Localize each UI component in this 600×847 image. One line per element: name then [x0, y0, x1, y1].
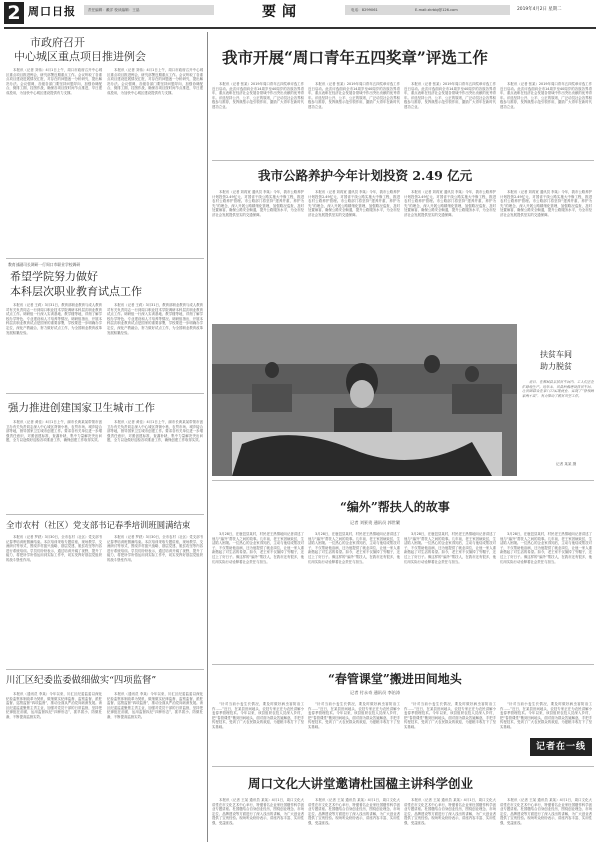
- divider-left-3: [6, 514, 204, 515]
- a10-body-text: 本报讯（记者 王某 通讯员 某某）4月1日，周口文化大讲堂在市文化艺术中心举行，特邀著名企业家杜国楹作科学创业专题讲座。杜国楹结合自身创业经历，围绕创业理念、市场定位、品牌建设等方面进行了深入浅出的讲解，为广大创业者提供了宝贵经验。现场听众纷纷表示，讲座内容丰富、实用性强，受益匪浅。: [212, 798, 304, 825]
- a9-body-text-c2: “针对当前小麦生长情况，要及时做好病虫害防治工作……”近日，在某县田间地头，农技专家正在为农民讲解小麦春季管理技术。今年以来，该县组织农技人员深入乡村，把“春管课堂”搬到田间地头，面对面为群众答疑解惑，手把手传授技术，受到了广大农民群众的欢迎，为夏粮丰收打下了坚实基础。: [308, 702, 400, 729]
- a6-body-text-c2: 本报讯（记者 张某）2019年周口青年五四奖章评选工作近日启动。此次评选面向全市14周岁至40周岁的各族各界青年，重点表彰在经济社会发展各领域中作出突出贡献的优秀青年。评选坚持公开、公平、公正的原则，广泛动员社会各界积极参与推荐，发挥典型示范引领作用，激励广大青年在新时代建功立业。: [308, 82, 400, 109]
- a2-body-col2: [107, 303, 203, 391]
- masthead-rule: [4, 27, 596, 29]
- reporter-frontline-label: 记者在一线: [535, 742, 586, 752]
- email: E-mail:zkrbbj@126.com: [415, 8, 458, 12]
- a1-body-text-cont: 本报讯（记者 刘伟）4月1日上午，周口市政府召开中心城区重点项目推进例会，研究部署近期重点工作。会议听取了各重点项目建设进展情况汇报，对存在的问题逐一分析研究，提出解决办法。会议强调，各级各部门要坚持问题导向，加强协调配合，倒排工期，挂图作战，确保各项目按时间节点推进，早日建成投用，为加快中心城区建设提供有力支撑。: [107, 68, 203, 95]
- a8-body: [212, 532, 304, 662]
- a7-title: 我市公路养护今年计划投资 2.49 亿元: [258, 168, 473, 183]
- a9-body-text-c3: “针对当前小麦生长情况，要及时做好病虫害防治工作……”近日，在某县田间地头，农技专家正在为农民讲解小麦春季管理技术。今年以来，该县组织农技人员深入乡村，把“春管课堂”搬到田间地头，面对面为群众答疑解惑，手把手传授技术，受到了广大农民群众的欢迎，为夏粮丰收打下了坚实基础。: [404, 702, 496, 729]
- a1-body: [6, 68, 102, 256]
- a10-body-text-c4: 本报讯（记者 王某 通讯员 某某）4月1日，周口文化大讲堂在市文化艺术中心举行，特邀著名企业家杜国楹作科学创业专题讲座。杜国楹结合自身创业经历，围绕创业理念、市场定位、品牌建设等方面进行了深入浅出的讲解，为广大创业者提供了宝贵经验。现场听众纷纷表示，讲座内容丰富、实用性强，受益匪浅。: [500, 798, 592, 825]
- a4-body-col2: [107, 535, 203, 667]
- divider-right-4: [212, 766, 594, 767]
- divider-left-4: [6, 669, 204, 670]
- photo-credit: 记者 某某 摄: [556, 462, 577, 466]
- photo-caption-text: 近日，在郸城县某扶贫车间内，工人们正在忙碌地生产。近年来，该县积极建设扶贫车间，让贫困群众在家门口实现就业，实现了“挣钱顾家两不误”，有力推动了脱贫攻坚工作。: [522, 380, 594, 398]
- photo-caption-title2: 助力脱贫: [540, 362, 572, 371]
- a1-body-text: 本报讯（记者 刘伟）4月1日上午，周口市政府召开中心城区重点项目推进例会，研究部署近期重点工作。会议听取了各重点项目建设进展情况汇报，对存在的问题逐一分析研究，提出解决办法。会议强调，各级各部门要坚持问题导向，加强协调配合，倒排工期，挂图作战，确保各项目按时间节点推进，早日建成投用，为加快中心城区建设提供有力支撑。: [6, 68, 102, 95]
- a1-title-line2: 中心城区重点项目推进例会: [14, 50, 146, 63]
- a10-body-col2: [308, 798, 400, 842]
- divider-left-2: [6, 393, 204, 394]
- a6-body: [212, 82, 304, 158]
- a7-body-col4: [500, 190, 592, 320]
- a10-body: [212, 798, 304, 842]
- a9-body-col3: [404, 702, 496, 764]
- a7-body-col2: [308, 190, 400, 320]
- a3-body-text-cont: 本报讯（记者 黄佳）4月1日上午，副市长黄某某带领市创卫办有关负责同志深入中心城区背街小巷、农贸市场、城乡接合部等地，督导国家卫生城市创建工作。要求各有关单位进一步增强责任意识，对照创建标准，查漏补缺，集中力量解决突出问题，全力以赴做好迎检各项准备工作，确保创建工作取得实效。: [107, 420, 203, 443]
- a10-title: 周口文化大讲堂邀请杜国楹主讲科学创业: [248, 776, 474, 791]
- a4-body-text: 本报讯（记者 罗跃）3月30日，全市农村（社区）党支部书记春季培训班圆满结束。本次培训采取专题讲座、现场教学、交流研讨等形式，围绕乡村振兴战略、基层党建、脱贫攻坚等内容进行系统培训。学员们纷纷表示，通过培训开阔了视野，提升了能力，将把所学所悟运用到实际工作中，切实发挥好基层党组织的战斗堡垒作用。: [6, 535, 102, 562]
- a8-body-col4: [500, 532, 592, 662]
- a4-title: 全市农村（社区）党支部书记春季培训班圆满结束: [6, 520, 191, 530]
- a9-body-text: “针对当前小麦生长情况，要及时做好病虫害防治工作……”近日，在某县田间地头，农技专家正在为农民讲解小麦春季管理技术。今年以来，该县组织农技人员深入乡村，把“春管课堂”搬到田间地头，面对面为群众答疑解惑，手把手传授技术，受到了广大农民群众的欢迎，为夏粮丰收打下了坚实基础。: [212, 702, 304, 729]
- a10-body-text-c2: 本报讯（记者 王某 通讯员 某某）4月1日，周口文化大讲堂在市文化艺术中心举行，特邀著名企业家杜国楹作科学创业专题讲座。杜国楹结合自身创业经历，围绕创业理念、市场定位、品牌建设等方面进行了深入浅出的讲解，为广大创业者提供了宝贵经验。现场听众纷纷表示，讲座内容丰富、实用性强，受益匪浅。: [308, 798, 400, 825]
- a4-body: [6, 535, 102, 667]
- a8-byline: 记者 刘景贵 通讯员 郭世繁: [350, 520, 401, 525]
- a8-body-text: 3月28日，在鹿邑县某村，村民老王热情地向记者讲述了他与“编外”帮扶人之间的故事。几年前，老王家因病致贫，生活陷入困境。一位热心的企业家得知后，主动与他结成帮扶对子，不仅帮助他治病，还为他提供了就业岗位，让他一家人重新燃起了对生活的希望。如今，老王家不仅摘掉了穷帽子，还过上了好日子。像这样的“编外”帮扶人，在我市还有很多，他们用实际行动诠释着社会责任与担当。: [212, 532, 304, 564]
- divider-left-1: [6, 258, 204, 259]
- issue-date: 2019年4月2日 星期二: [517, 7, 562, 12]
- page-number: 2: [4, 2, 24, 24]
- a9-title: “春管课堂”搬进田间地头: [328, 672, 462, 686]
- masthead: [0, 0, 600, 26]
- column-divider-main: [207, 32, 208, 842]
- a10-body-col3: [404, 798, 496, 842]
- a6-body-col2: [308, 82, 400, 158]
- workshop-photo: [212, 324, 517, 476]
- workshop-photo-image: [212, 324, 517, 476]
- a3-body-text: 本报讯（记者 黄佳）4月1日上午，副市长黄某某带领市创卫办有关负责同志深入中心城区背街小巷、农贸市场、城乡接合部等地，督导国家卫生城市创建工作。要求各有关单位进一步增强责任意识，对照创建标准，查漏补缺，集中力量解决突出问题，全力以赴做好迎检各项准备工作，确保创建工作取得实效。: [6, 420, 102, 443]
- a9-body-col4: [500, 702, 592, 732]
- a8-body-col2: [308, 532, 400, 662]
- a7-body-text-c2: 本报讯（记者 刘再宽 通讯员 李某）今年，我市公路养护计划投资2.49亿元，对国省干线公路实施大中修工程，推进农村公路养护管理。市公路部门将坚持“建养并重、养护为先”的理念，深入开展公路精细化管理，加强路况巡查，及时处置病害，确保公路安全畅通，提升公路服务水平，为全市经济社会发展提供坚实的交通保障。: [308, 190, 400, 217]
- a6-body-text-c4: 本报讯（记者 张某）2019年周口青年五四奖章评选工作近日启动。此次评选面向全市14周岁至40周岁的各族各界青年，重点表彰在经济社会发展各领域中作出突出贡献的优秀青年。评选坚持公开、公平、公正的原则，广泛动员社会各界积极参与推荐，发挥典型示范引领作用，激励广大青年在新时代建功立业。: [500, 82, 592, 109]
- a5-body-col2: [107, 692, 203, 842]
- a7-body: [212, 190, 304, 320]
- a5-body-text-cont: 本报讯（通讯员 李某）今年以来，川汇区纪委监委以深化纪检监察体制改革为契机，做细做实纪律监督、监察监督、派驻监督、巡察监督“四项监督”，推动全面从严治党向纵深发展。该区纪委监委聚焦主责主业，加强对党员干部的日常监督，坚持把纪律挺在前面，运用监督执纪“四种形态”，抓早抓小、防微杜渐，不断提高监督实效。: [107, 692, 203, 719]
- a9-body: [212, 702, 304, 764]
- a6-body-text-c3: 本报讯（记者 张某）2019年周口青年五四奖章评选工作近日启动。此次评选面向全市14周岁至40周岁的各族各界青年，重点表彰在经济社会发展各领域中作出突出贡献的优秀青年。评选坚持公开、公平、公正的原则，广泛动员社会各界积极参与推荐，发挥典型示范引领作用，激励广大青年在新时代建功立业。: [404, 82, 496, 109]
- a7-body-text-c4: 本报讯（记者 刘再宽 通讯员 李某）今年，我市公路养护计划投资2.49亿元，对国省干线公路实施大中修工程，推进农村公路养护管理。市公路部门将坚持“建养并重、养护为先”的理念，深入开展公路精细化管理，加强路况巡查，及时处置病害，确保公路安全畅通，提升公路服务水平，为全市经济社会发展提供坚实的交通保障。: [500, 190, 592, 217]
- editor-credits: 责任编辑：戴洋 校读编辑：王晶: [88, 8, 140, 12]
- a9-body-text-c4: “针对当前小麦生长情况，要及时做好病虫害防治工作……”近日，在某县田间地头，农技专家正在为农民讲解小麦春季管理技术。今年以来，该县组织农技人员深入乡村，把“春管课堂”搬到田间地头，面对面为群众答疑解惑，手把手传授技术，受到了广大农民群众的欢迎，为夏粮丰收打下了坚实基础。: [500, 702, 592, 729]
- a3-body-col2: [107, 420, 203, 512]
- a8-body-col3: [404, 532, 496, 662]
- paper-name-logo: 周口日报: [28, 5, 76, 18]
- a6-body-text: 本报讯（记者 张某）2019年周口青年五四奖章评选工作近日启动。此次评选面向全市14周岁至40周岁的各族各界青年，重点表彰在经济社会发展各领域中作出突出贡献的优秀青年。评选坚持公开、公平、公正的原则，广泛动员社会各界积极参与推荐，发挥典型示范引领作用，激励广大青年在新时代建功立业。: [212, 82, 304, 109]
- a3-body: [6, 420, 102, 512]
- header-right-strip: [345, 5, 510, 15]
- a9-body-col2: [308, 702, 400, 764]
- a7-body-text-c3: 本报讯（记者 刘再宽 通讯员 李某）今年，我市公路养护计划投资2.49亿元，对国省干线公路实施大中修工程，推进农村公路养护管理。市公路部门将坚持“建养并重、养护为先”的理念，深入开展公路精细化管理，加强路况巡查，及时处置病害，确保公路安全畅通，提升公路服务水平，为全市经济社会发展提供坚实的交通保障。: [404, 190, 496, 217]
- a5-title: 川汇区纪委监委做细做实“四项监督”: [6, 675, 157, 686]
- a2-body: [6, 303, 102, 391]
- divider-right-2: [212, 480, 594, 481]
- phone: 电话：8299061: [351, 8, 378, 12]
- a6-title: 我市开展“周口青年五四奖章”评选工作: [222, 48, 488, 67]
- a10-body-col4: [500, 798, 592, 842]
- photo-caption-body: [522, 380, 594, 458]
- a5-body: [6, 692, 102, 842]
- reporter-frontline-box: [530, 738, 592, 756]
- a6-body-col4: [500, 82, 592, 158]
- a2-body-text: 本报讯（记者 王莉）3月31日，教育部职业教育与成人教育司有关负责同志一行到周口职业技术学院调研本科层次职业教育试点工作。调研组一行深入实训基地、教学楼等地，详细了解学校办学特色、专业建设和人才培养等情况。调研组指出，开展本科层次职业教育试点是国家的重要部署，学校要进一步明确办学定位，深化产教融合，努力做好试点工作，为全国职业教育改革发展积累经验。: [6, 303, 102, 335]
- a2-kicker: 教育部副司长调研一行周口市职业学校调研: [8, 262, 81, 267]
- a6-body-col3: [404, 82, 496, 158]
- a8-title: “编外”帮扶人的故事: [340, 500, 450, 514]
- a2-title-line2: 本科层次职业教育试点工作: [10, 285, 142, 298]
- photo-caption-title: 扶贫车间: [540, 350, 572, 359]
- a1-body-col2: [107, 68, 203, 256]
- divider-right-1: [212, 160, 594, 161]
- a2-body-text-cont: 本报讯（记者 王莉）3月31日，教育部职业教育与成人教育司有关负责同志一行到周口职业技术学院调研本科层次职业教育试点工作。调研组一行深入实训基地、教学楼等地，详细了解学校办学特色、专业建设和人才培养等情况。调研组指出，开展本科层次职业教育试点是国家的重要部署，学校要进一步明确办学定位，深化产教融合，努力做好试点工作，为全国职业教育改革发展积累经验。: [107, 303, 203, 335]
- a4-body-text-cont: 本报讯（记者 罗跃）3月30日，全市农村（社区）党支部书记春季培训班圆满结束。本次培训采取专题讲座、现场教学、交流研讨等形式，围绕乡村振兴战略、基层党建、脱贫攻坚等内容进行系统培训。学员们纷纷表示，通过培训开阔了视野，提升了能力，将把所学所悟运用到实际工作中，切实发挥好基层党组织的战斗堡垒作用。: [107, 535, 203, 562]
- a2-title-line1: 希望学院努力做好: [10, 270, 98, 283]
- a8-body-text-c2: 3月28日，在鹿邑县某村，村民老王热情地向记者讲述了他与“编外”帮扶人之间的故事。几年前，老王家因病致贫，生活陷入困境。一位热心的企业家得知后，主动与他结成帮扶对子，不仅帮助他治病，还为他提供了就业岗位，让他一家人重新燃起了对生活的希望。如今，老王家不仅摘掉了穷帽子，还过上了好日子。像这样的“编外”帮扶人，在我市还有很多，他们用实际行动诠释着社会责任与担当。: [308, 532, 400, 564]
- a1-title-line1: 市政府召开: [30, 36, 85, 49]
- a7-body-text: 本报讯（记者 刘再宽 通讯员 李某）今年，我市公路养护计划投资2.49亿元，对国省干线公路实施大中修工程，推进农村公路养护管理。市公路部门将坚持“建养并重、养护为先”的理念，深入开展公路精细化管理，加强路况巡查，及时处置病害，确保公路安全畅通，提升公路服务水平，为全市经济社会发展提供坚实的交通保障。: [212, 190, 304, 217]
- a9-byline: 记者 付永奇 通讯员 李治涛: [350, 690, 401, 695]
- a3-title: 强力推进创建国家卫生城市工作: [8, 402, 155, 414]
- a7-body-col3: [404, 190, 496, 320]
- a5-body-text: 本报讯（通讯员 李某）今年以来，川汇区纪委监委以深化纪检监察体制改革为契机，做细做实纪律监督、监察监督、派驻监督、巡察监督“四项监督”，推动全面从严治党向纵深发展。该区纪委监委聚焦主责主业，加强对党员干部的日常监督，坚持把纪律挺在前面，运用监督执纪“四种形态”，抓早抓小、防微杜渐，不断提高监督实效。: [6, 692, 102, 719]
- divider-right-3: [212, 664, 594, 665]
- section-title: 要闻: [262, 4, 302, 20]
- a8-body-text-c3: 3月28日，在鹿邑县某村，村民老王热情地向记者讲述了他与“编外”帮扶人之间的故事。几年前，老王家因病致贫，生活陷入困境。一位热心的企业家得知后，主动与他结成帮扶对子，不仅帮助他治病，还为他提供了就业岗位，让他一家人重新燃起了对生活的希望。如今，老王家不仅摘掉了穷帽子，还过上了好日子。像这样的“编外”帮扶人，在我市还有很多，他们用实际行动诠释着社会责任与担当。: [404, 532, 496, 564]
- a10-body-text-c3: 本报讯（记者 王某 通讯员 某某）4月1日，周口文化大讲堂在市文化艺术中心举行，特邀著名企业家杜国楹作科学创业专题讲座。杜国楹结合自身创业经历，围绕创业理念、市场定位、品牌建设等方面进行了深入浅出的讲解，为广大创业者提供了宝贵经验。现场听众纷纷表示，讲座内容丰富、实用性强，受益匪浅。: [404, 798, 496, 825]
- header-strip: [84, 5, 214, 15]
- a8-body-text-c4: 3月28日，在鹿邑县某村，村民老王热情地向记者讲述了他与“编外”帮扶人之间的故事。几年前，老王家因病致贫，生活陷入困境。一位热心的企业家得知后，主动与他结成帮扶对子，不仅帮助他治病，还为他提供了就业岗位，让他一家人重新燃起了对生活的希望。如今，老王家不仅摘掉了穷帽子，还过上了好日子。像这样的“编外”帮扶人，在我市还有很多，他们用实际行动诠释着社会责任与担当。: [500, 532, 592, 564]
